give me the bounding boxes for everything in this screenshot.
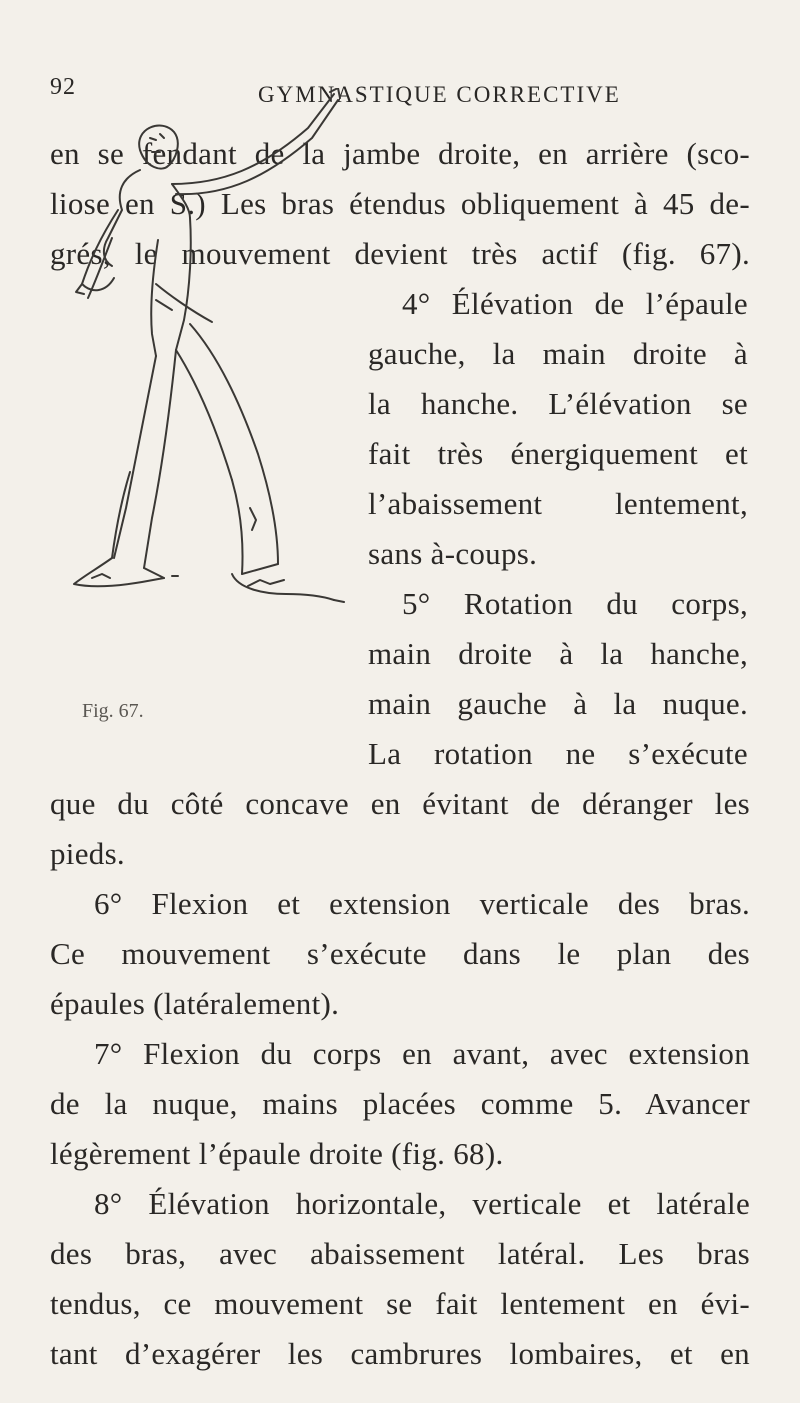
text-line: que du côté concave en évitant de déranger les xyxy=(50,786,750,821)
page-number: 92 xyxy=(50,74,76,100)
text-line: 8° Élévation horizontale, verticale et latérale xyxy=(94,1186,750,1221)
text-line: des bras, avec abaissement latéral. Les bras xyxy=(50,1236,750,1271)
text-line: pieds. xyxy=(50,836,125,871)
text-line: Ce mouvement s’exécute dans le plan des xyxy=(50,936,750,971)
text-line: l’abaissement lentement, xyxy=(368,486,748,521)
text-line: gauche, la main droite à xyxy=(368,336,748,371)
text-line: sans à-coups. xyxy=(368,536,538,571)
running-title: GYMNASTIQUE CORRECTIVE xyxy=(258,82,621,107)
text-line: main gauche à la nuque. xyxy=(368,686,748,721)
text-line: fait très énergiquement et xyxy=(368,436,748,471)
text-line: 5° Rotation du corps, xyxy=(402,586,748,621)
text-line: légèrement l’épaule droite (fig. 68). xyxy=(50,1136,504,1171)
text-line: tendus, ce mouvement se fait lentement en évi- xyxy=(50,1286,750,1321)
text-line: tant d’exagérer les cambrures lombaires, et en xyxy=(50,1336,750,1371)
text-line: liose en S.) Les bras étendus obliquement à 45 de- xyxy=(50,186,750,221)
figure-caption: Fig. 67. xyxy=(82,700,144,722)
text-line: 7° Flexion du corps en avant, avec extension xyxy=(94,1036,750,1071)
text-line: la hanche. L’élévation se xyxy=(368,386,748,421)
text-line: en se fendant de la jambe droite, en arrière (sco- xyxy=(50,136,750,171)
text-line: épaules (latéralement). xyxy=(50,986,340,1021)
text-line: main droite à la hanche, xyxy=(368,636,748,671)
text-line: grés, le mouvement devient très actif (fig. 67). xyxy=(50,236,750,271)
text-line: de la nuque, mains placées comme 5. Avancer xyxy=(50,1086,750,1121)
text-line: La rotation ne s’exécute xyxy=(368,736,748,771)
text-line: 6° Flexion et extension verticale des bras. xyxy=(94,886,750,921)
text-line: 4° Élévation de l’épaule xyxy=(402,286,748,321)
figure-67-illustration xyxy=(72,88,362,698)
